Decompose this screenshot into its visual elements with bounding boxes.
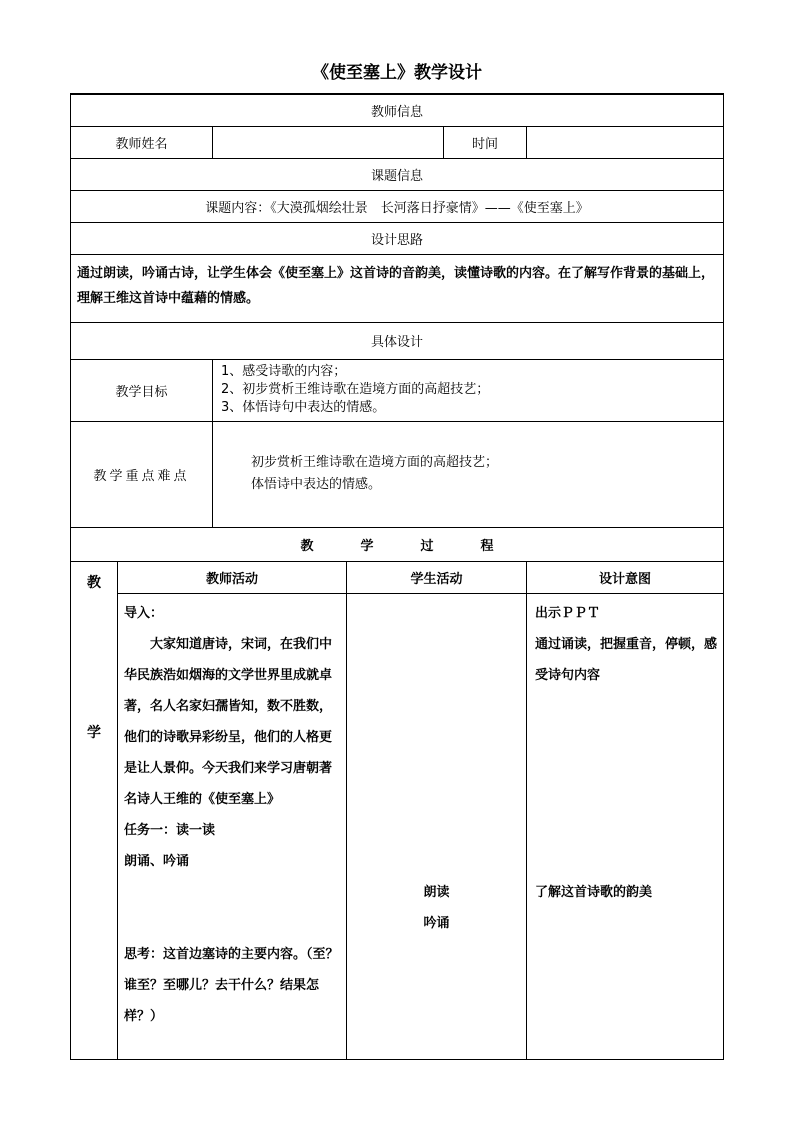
col-student-activity: 学生活动: [347, 561, 527, 593]
time-label: 时间: [444, 126, 527, 158]
intent-rhythm: 了解这首诗歌的韵美: [535, 884, 653, 900]
reading-activity: 朗诵、吟诵: [124, 853, 190, 869]
key-point-item: 体悟诗中表达的情感。: [251, 477, 382, 492]
task-one: 任务一：读一读: [124, 822, 216, 838]
thinking-question: 思考：这首边塞诗的主要内容。（至？谁至？至哪儿？去干什么？结果怎样？）: [124, 946, 339, 1024]
design-thinking-header: 设计思路: [71, 222, 724, 254]
teaching-process-header: 教 学 过 程: [71, 527, 724, 561]
course-content: 课题内容：《大漠孤烟绘壮景 长河落日抒豪情》——《使至塞上》: [71, 190, 724, 222]
teacher-info-header: 教师信息: [71, 94, 724, 126]
student-read: 朗读: [423, 884, 450, 900]
design-thinking-text: 通过朗读，吟诵古诗，让学生体会《使至塞上》这首诗的音韵美，读懂诗歌的内容。在了解写作背景的基础上，理解王维这首诗中蕴藉的情感。: [71, 254, 724, 322]
intro-text: 大家知道唐诗，宋词，在我们中华民族浩如烟海的文学世界里成就卓著，名人名家妇孺皆知，数不胜数，他们的诗歌异彩纷呈，他们的人格更是让人景仰。今天我们来学习唐朝著名诗人王维的《使至塞上》: [124, 636, 333, 807]
student-chant: 吟诵: [423, 915, 450, 931]
intro-label: 导入：: [124, 605, 164, 621]
teaching-goals-list: [213, 359, 724, 421]
time-value[interactable]: [527, 126, 724, 158]
teaching-side-label: 教 学: [71, 561, 118, 1059]
intent-ppt: 出示ＰＰＴ: [535, 605, 601, 621]
key-point-item: 初步赏析王维诗歌在造境方面的高超技艺；: [251, 455, 499, 470]
teacher-name-value[interactable]: [213, 126, 444, 158]
design-intent-cell: [527, 593, 724, 1059]
goal-item: 1、感受诗歌的内容；: [221, 364, 347, 379]
goal-item: 2、初步赏析王维诗歌在造境方面的高超技艺；: [221, 382, 490, 397]
student-activity-cell: [347, 593, 527, 1059]
intent-reading: 通过诵读，把握重音，停顿，感受诗句内容: [535, 636, 718, 683]
lesson-plan-table: [70, 93, 724, 1060]
goal-item: 3、体悟诗句中表达的情感。: [221, 400, 386, 415]
teacher-activity-cell: [118, 593, 347, 1059]
detailed-design-header: 具体设计: [71, 322, 724, 359]
page-title: 《使至塞上》教学设计: [312, 63, 482, 83]
teacher-name-label: 教师姓名: [71, 126, 213, 158]
key-points-label: 教学重点难点: [71, 421, 213, 527]
col-teacher-activity: 教师活动: [118, 561, 347, 593]
col-design-intent: 设计意图: [527, 561, 724, 593]
teaching-goals-label: 教学目标: [71, 359, 213, 421]
key-points-list: [213, 421, 724, 527]
course-info-header: 课题信息: [71, 158, 724, 190]
